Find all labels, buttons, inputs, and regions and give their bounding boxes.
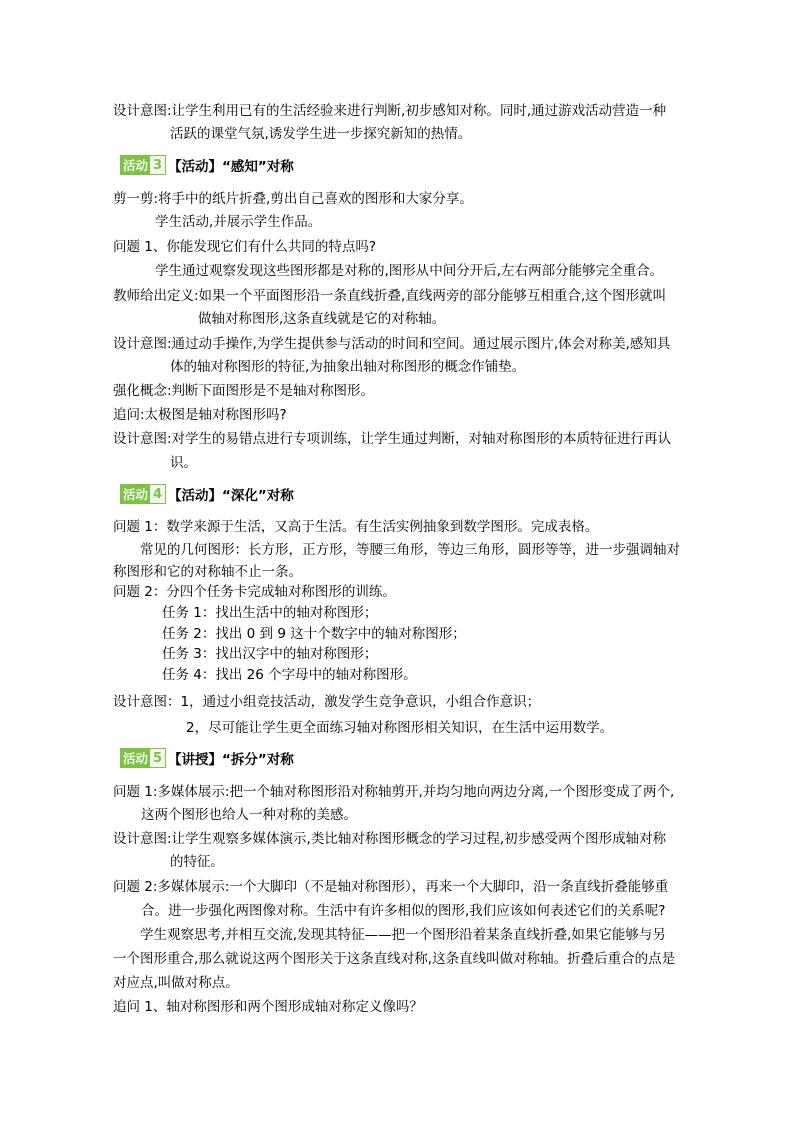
activity-4-title: 【活动】“深化”对称 (168, 488, 294, 504)
task-4: 任务 4：找出 26 个字母中的轴对称图形。 (162, 667, 417, 683)
activity-3-title: 【活动】“感知”对称 (168, 159, 294, 175)
activity-3-heading (120, 155, 294, 175)
activity-5-title: 【讲授】“拆分”对称 (168, 752, 294, 768)
design-intent-4: 设计意图：1，通过小组竞技活动，激发学生竞争意识，小组合作意识； (113, 694, 541, 710)
design-intent-5: 设计意图:让学生观察多媒体演示,类比轴对称图形概念的学习过程,初步感受两个图形成轴对称 (113, 831, 667, 847)
common-shapes: 常见的几何图形：长方形，正方形，等腰三角形，等边三角形，圆形等等，进一步强调轴对 (140, 542, 680, 558)
activity-badge: 活动 5 (120, 748, 166, 768)
design-intent-4-cont: 2，尽可能让学生更全面练习轴对称图形相关知识，在生活中运用数学。 (186, 720, 614, 736)
question-2-footprint-cont: 合。进一步强化两图像对称。生活中有许多相似的图形,我们应该如何表述它们的关系呢? (141, 903, 666, 919)
teacher-definition-cont: 做轴对称图形,这条直线就是它的对称轴。 (198, 311, 446, 327)
cut-activity: 剪一剪:将手中的纸片折叠,剪出自己喜欢的图形和大家分享。 (113, 191, 473, 207)
question-1-math: 问题 1：数学来源于生活，又高于生活。有生活实例抽象到数学图形。完成表格。 (113, 519, 599, 535)
activity-5-heading (120, 748, 294, 768)
activity-badge: 活动 3 (120, 155, 166, 175)
task-3: 任务 3：找出汉字中的轴对称图形； (162, 646, 378, 662)
student-discussion-cont-2: 对应点,叫做对称点。 (113, 975, 239, 991)
follow-up-question: 追问 1、轴对称图形和两个图形成轴对称定义像吗？ (113, 999, 423, 1015)
question-1-multimedia-cont: 这两个图形也给人一种对称的美感。 (141, 807, 357, 823)
activity-badge: 活动 4 (120, 484, 166, 504)
design-intent-1: 设计意图:让学生利用已有的生活经验来进行判断,初步感知对称。同时,通过游戏活动营造一种 (113, 103, 667, 119)
student-observation: 学生通过观察发现这些图形都是对称的,图形从中间分开后,左右两部分能够完全重合。 (155, 263, 664, 279)
task-1: 任务 1：找出生活中的轴对称图形； (162, 605, 378, 621)
reinforce-concept: 强化概念:判断下面图形是不是轴对称图形。 (113, 383, 375, 399)
design-intent-3-cont: 识。 (170, 455, 197, 471)
teacher-definition: 教师给出定义:如果一个平面图形沿一条直线折叠,直线两旁的部分能够互相重合,这个图形就叫 (113, 288, 667, 304)
task-2: 任务 2：找出 0 到 9 这十个数字中的轴对称图形； (162, 626, 466, 642)
student-discussion: 学生观察思考,并相互交流,发现其特征——把一个图形沿着某条直线折叠,如果它能够与另 (140, 927, 666, 943)
design-intent-1-cont: 活跃的课堂气氛,诱发学生进一步探究新知的热情。 (170, 126, 472, 142)
design-intent-2: 设计意图:通过动手操作,为学生提供参与活动的时间和空间。通过展示图片,体会对称美,感知具 (113, 336, 671, 352)
question-2-footprint: 问题 2:多媒体展示:一个大脚印（不是轴对称图形），再来一个大脚印，沿一条直线折叠能够重 (113, 879, 669, 895)
question-2-tasks: 问题 2：分四个任务卡完成轴对称图形的训练。 (113, 584, 396, 600)
student-discussion-cont-1: 一个图形重合,那么就说这两个图形关于这条直线对称,这条直线叫做对称轴。折叠后重合的点是 (113, 951, 676, 967)
follow-up-taiji: 追问:太极图是轴对称图形吗? (113, 407, 287, 423)
design-intent-3: 设计意图:对学生的易错点进行专项训练，让学生通过判断，对轴对称图形的本质特征进行再认 (113, 431, 672, 447)
student-activity: 学生活动,并展示学生作品。 (155, 214, 322, 230)
design-intent-2-cont: 体的轴对称图形的特征,为抽象出轴对称图形的概念作铺垫。 (170, 359, 526, 375)
design-intent-5-cont: 的特征。 (170, 854, 224, 870)
question-1-multimedia: 问题 1:多媒体展示:把一个轴对称图形沿对称轴剪开,并均匀地向两边分离,一个图形变成了两个, (113, 784, 675, 800)
activity-4-heading (120, 484, 294, 504)
question-1: 问题 1、你能发现它们有什么共同的特点吗? (113, 239, 377, 255)
common-shapes-cont: 称图形和它的对称轴不止一条。 (113, 564, 302, 580)
